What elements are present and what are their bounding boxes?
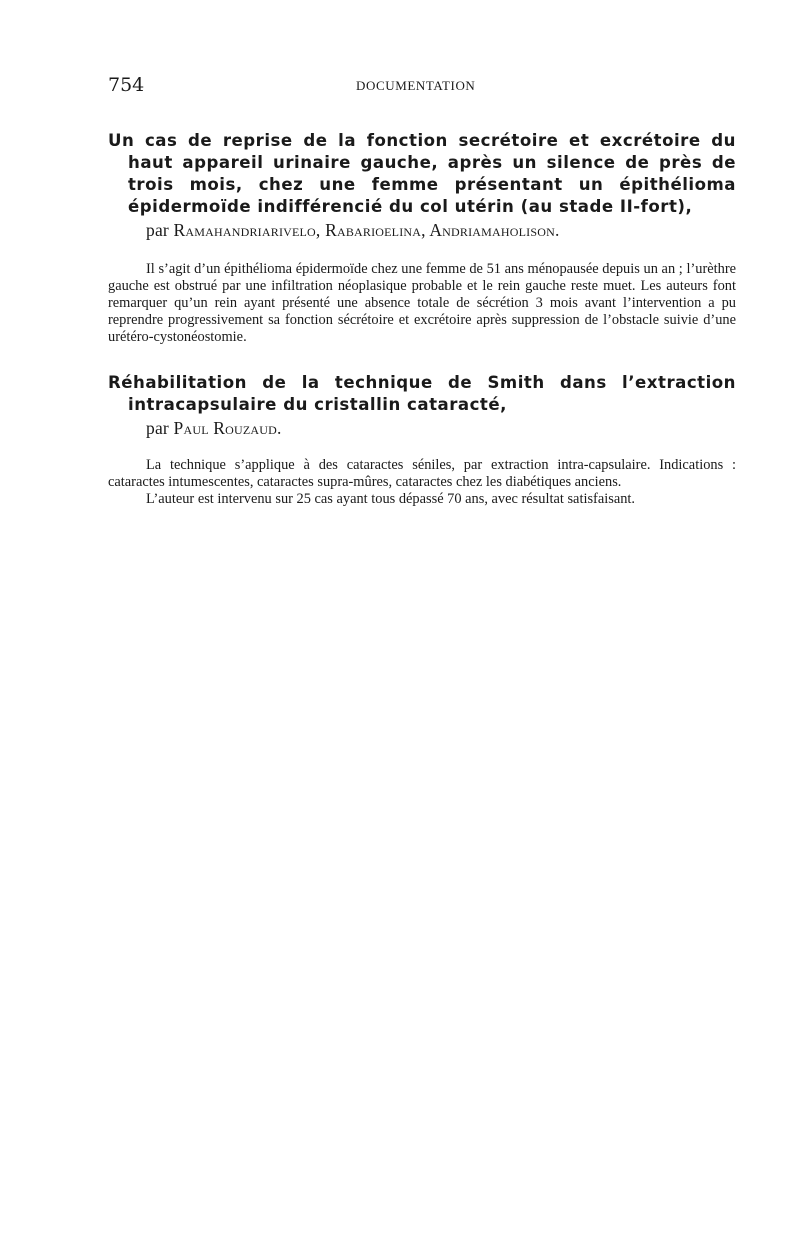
article-paragraph: Il s’agit d’un épithélioma épidermoïde chez une femme de 51 ans ménopausée depuis un an ; l’urèthre gauche est obstrué par une infiltration néoplasique probable et le rein gauche reste muet. Les auteurs font remarquer qu’un rein ayant présenté une absence totale de sécrétion 3 mois avant l’intervention a pu reprendre progressivement sa fonction sécrétoire et excrétoire après suppression de l’obstacle suivie d’une urétéro-cystonéostomie. — [108, 261, 736, 345]
article-authors — [146, 417, 736, 439]
article-title: Réhabilitation de la technique de Smith dans l’extraction intracapsulaire du cristallin cataracté, — [108, 373, 736, 414]
article-title: Un cas de reprise de la fonction secrétoire et excrétoire du haut appareil urinaire gauche, après un silence de près de trois mois, chez une femme présentant un épithélioma épidermoïde indifférencié du col utérin (au stade II-fort), — [108, 131, 736, 216]
article-authors — [146, 219, 736, 241]
article-smith-technique — [108, 372, 736, 508]
authors-names: Ramahandriarivelo, Rabarioelina, Andriamaholison. — [173, 220, 560, 240]
article-paragraph: La technique s’applique à des cataractes séniles, par extraction intra-capsulaire. Indications : cataractes intumescentes, cataractes supra-mûres, cataractes chez les diabétiques anciens. — [108, 457, 736, 490]
authors-prefix: par — [146, 418, 169, 438]
authors-prefix: par — [146, 220, 169, 240]
article-urinary-function — [108, 130, 736, 346]
page-number: 754 — [108, 74, 145, 96]
authors-names: Paul Rouzaud. — [173, 418, 282, 438]
article-paragraph: L’auteur est intervenu sur 25 cas ayant tous dépassé 70 ans, avec résultat satisfaisant. — [146, 491, 635, 507]
running-head: DOCUMENTATION — [356, 78, 476, 93]
